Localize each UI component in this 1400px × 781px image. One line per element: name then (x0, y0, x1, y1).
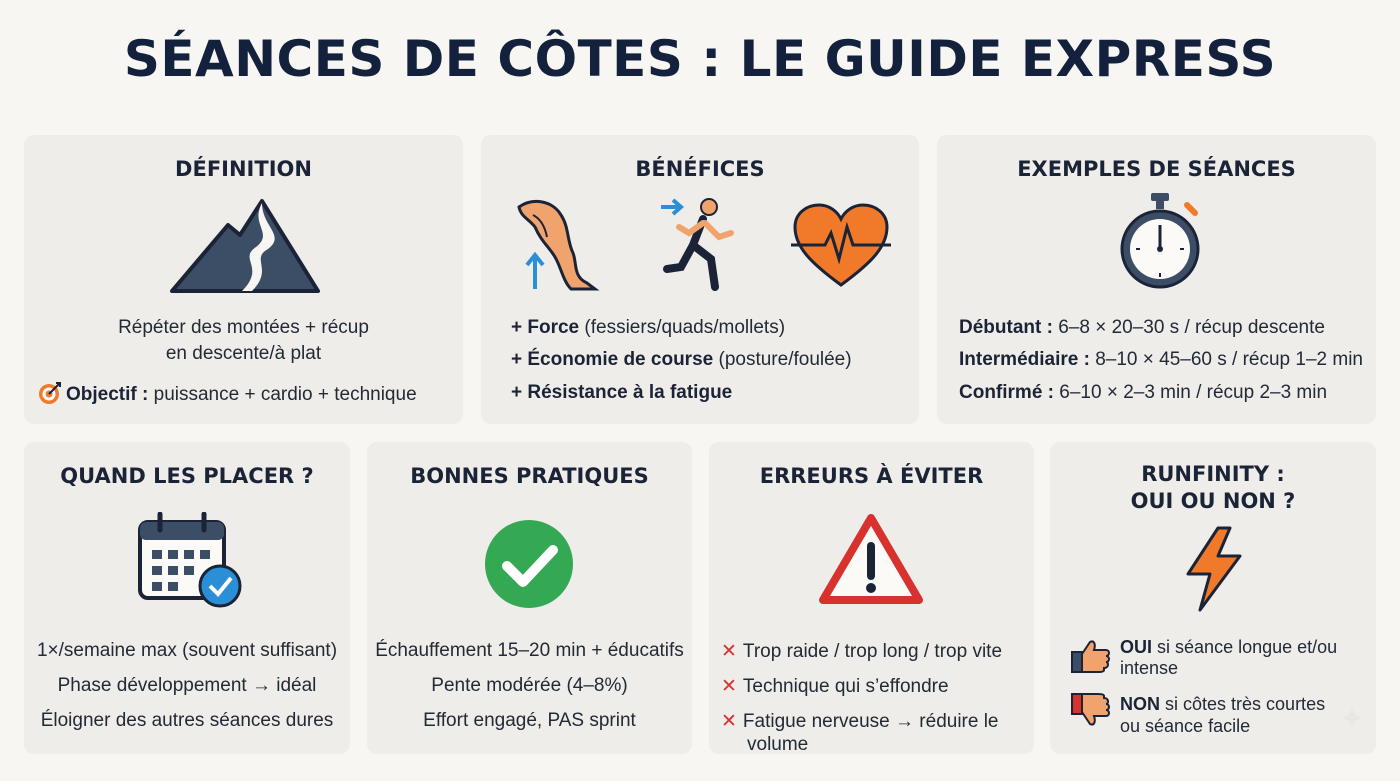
cross-icon: ✕ (721, 641, 737, 662)
no-text: si côtes très courtes (1165, 694, 1326, 714)
runner-icon (659, 197, 739, 292)
stopwatch-icon (1115, 191, 1205, 291)
card-quand (24, 442, 350, 754)
pratique-line: Échauffement 15–20 min + éducatifs (375, 640, 684, 661)
check-circle-icon (479, 514, 579, 614)
runfinity-yes (1120, 637, 1337, 658)
erreur-text: volume (747, 734, 809, 755)
runfinity-no (1120, 694, 1325, 715)
erreur-item (721, 640, 1002, 663)
definition-line2: en descente/à plat (165, 343, 322, 364)
definition-title: DÉFINITION (175, 157, 312, 181)
card-runfinity (1050, 442, 1376, 754)
example-detail: 6–8 × 20–30 s / récup descente (1058, 317, 1325, 338)
example-detail: 6–10 × 2–3 min / récup 2–3 min (1059, 382, 1328, 403)
erreur-item (721, 675, 949, 698)
runfinity-title-line1: RUNFINITY : (1141, 462, 1285, 486)
example-level: Intermédiaire : (959, 349, 1090, 370)
card-exemples (937, 135, 1376, 424)
pratiques-title: BONNES PRATIQUES (410, 464, 649, 488)
benefit-item (511, 349, 852, 371)
benefit-item (511, 317, 785, 339)
objective-text: puissance + cardio + technique (153, 384, 417, 405)
example-level: Confirmé : (959, 382, 1054, 403)
exemples-title: EXEMPLES DE SÉANCES (1017, 157, 1296, 181)
benefit-bold: + Résistance à la fatigue (511, 382, 733, 403)
yes-label: OUI (1120, 637, 1153, 657)
example-detail: 8–10 × 45–60 s / récup 1–2 min (1095, 349, 1363, 370)
card-benefices (481, 135, 919, 424)
cross-icon: ✕ (721, 711, 737, 732)
benefit-rest: (posture/foulée) (718, 349, 852, 370)
example-item (959, 317, 1325, 339)
benefit-rest: (fessiers/quads/mollets) (584, 317, 786, 338)
page-title: SÉANCES DE CÔTES : LE GUIDE EXPRESS (123, 30, 1277, 88)
runfinity-no-line2: ou séance facile (1120, 716, 1251, 736)
objective-label: Objectif : (66, 384, 149, 405)
erreur-item (721, 710, 999, 733)
runfinity-yes-line2: intense (1120, 658, 1179, 678)
definition-objective (38, 381, 417, 406)
no-label: NON (1120, 694, 1160, 714)
calendar-check-icon (136, 512, 246, 612)
mountain-icon (170, 195, 320, 295)
sparkle-icon (1338, 704, 1366, 732)
thumbs-up-icon (1070, 638, 1112, 674)
cross-icon: ✕ (721, 676, 737, 697)
example-item (959, 349, 1363, 371)
example-level: Débutant : (959, 317, 1053, 338)
card-pratiques (367, 442, 692, 754)
example-item (959, 382, 1327, 404)
quand-line: 1×/semaine max (souvent suffisant) (36, 640, 338, 661)
quand-title: QUAND LES PLACER ? (60, 464, 314, 488)
erreur-text: Technique qui s’effondre (742, 676, 949, 697)
card-definition (24, 135, 463, 424)
target-icon (38, 381, 62, 405)
benefit-bold: + Force (511, 317, 580, 338)
warning-icon (817, 512, 925, 608)
heart-cardio-icon (791, 203, 891, 287)
leg-muscle-icon (511, 197, 601, 292)
pratique-line: Pente modérée (4–8%) (431, 675, 628, 696)
erreur-text: Fatigue nerveuse → réduire le (742, 711, 999, 732)
yes-text: si séance longue et/ou (1157, 637, 1338, 657)
card-erreurs (709, 442, 1034, 754)
erreur-text: Trop raide / trop long / trop vite (742, 641, 1003, 662)
thumbs-down-icon (1070, 692, 1112, 728)
benefit-item (511, 382, 732, 404)
definition-line1: Répéter des montées + récup (118, 317, 369, 338)
pratique-line: Effort engagé, PAS sprint (423, 710, 636, 731)
quand-line: Phase développement → idéal (57, 675, 317, 696)
quand-line: Éloigner des autres séances dures (40, 710, 334, 731)
benefit-bold: + Économie de course (511, 349, 714, 370)
runfinity-title-line2: OUI OU NON ? (1130, 489, 1296, 513)
erreurs-title: ERREURS À ÉVITER (759, 464, 984, 488)
lightning-icon (1184, 526, 1244, 612)
benefices-title: BÉNÉFICES (635, 157, 765, 181)
